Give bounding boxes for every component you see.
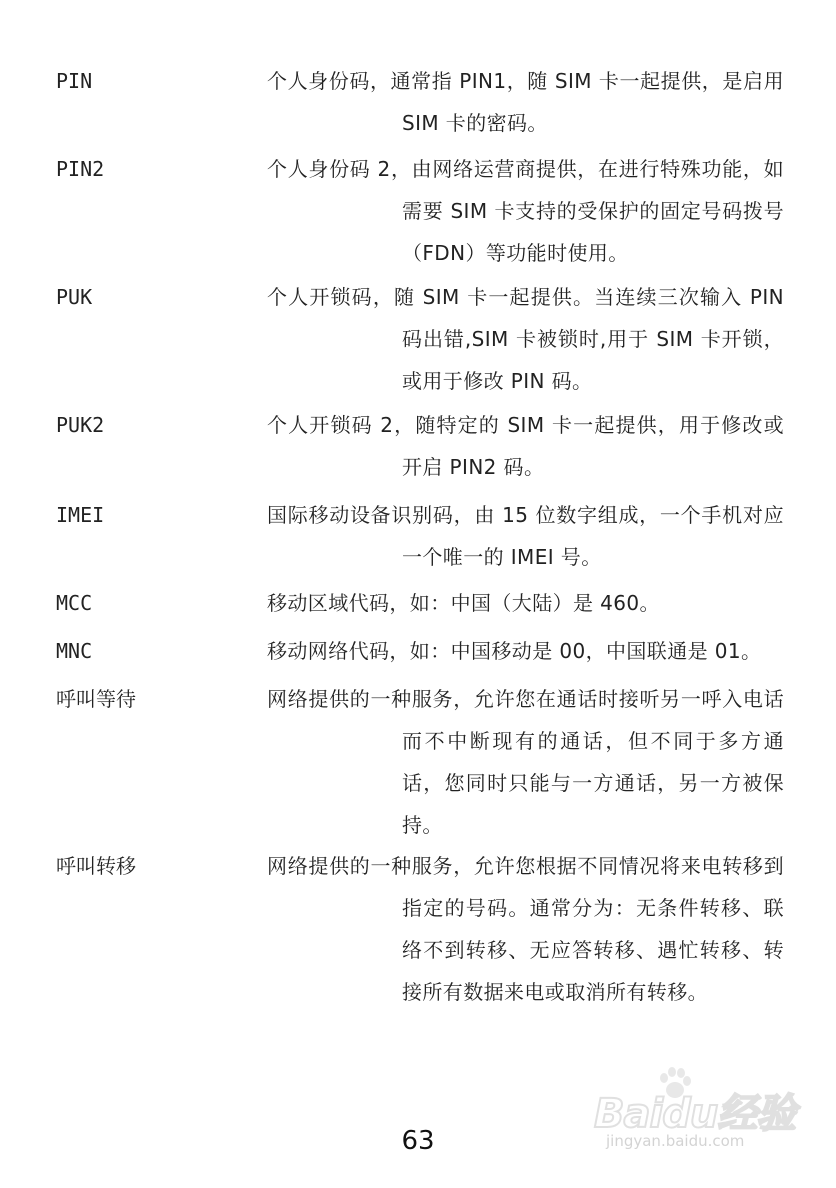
definition: 个人身份码 2，由网络运营商提供，在进行特殊功能，如需要 SIM 卡支持的受保护的固定号码拨号（FDN）等功能时使用。 <box>267 157 784 265</box>
term: MCC <box>56 591 93 615</box>
definition: 移动区域代码，如：中国（大陆）是 460。 <box>267 591 660 615</box>
term: MNC <box>56 639 93 663</box>
watermark-url: jingyan.baidu.com <box>606 1132 745 1150</box>
definition: 个人身份码，通常指 PIN1，随 SIM 卡一起提供，是启用 SIM 卡的密码。 <box>267 69 784 135</box>
term: PUK <box>56 285 93 309</box>
definition: 移动网络代码，如：中国移动是 00，中国联通是 01。 <box>267 639 762 663</box>
term: 呼叫等待 <box>56 687 136 711</box>
term: PUK2 <box>56 413 105 437</box>
term: PIN2 <box>56 157 105 181</box>
definition: 网络提供的一种服务，允许您根据不同情况将来电转移到指定的号码。通常分为：无条件转移、联络不到转移、无应答转移、遇忙转移、转接所有数据来电或取消所有转移。 <box>267 854 784 1004</box>
term: IMEI <box>56 503 105 527</box>
definition: 国际移动设备识别码，由 15 位数字组成，一个手机对应一个唯一的 IMEI 号。 <box>267 503 784 569</box>
page-number: 63 <box>401 1126 435 1156</box>
baidu-jingyan-watermark <box>588 1064 796 1164</box>
watermark-logo: Baidu经验 <box>594 1091 796 1137</box>
term: PIN <box>56 69 93 93</box>
term: 呼叫转移 <box>56 854 136 878</box>
definition: 个人开锁码，随 SIM 卡一起提供。当连续三次输入 PIN 码出错,SIM 卡被锁时,用于 SIM 卡开锁，或用于修改 PIN 码。 <box>267 285 784 393</box>
definition: 个人开锁码 2，随特定的 SIM 卡一起提供，用于修改或开启 PIN2 码。 <box>267 413 784 479</box>
definition: 网络提供的一种服务，允许您在通话时接听另一呼入电话而不中断现有的通话，但不同于多方通话，您同时只能与一方通话，另一方被保持。 <box>267 687 784 837</box>
